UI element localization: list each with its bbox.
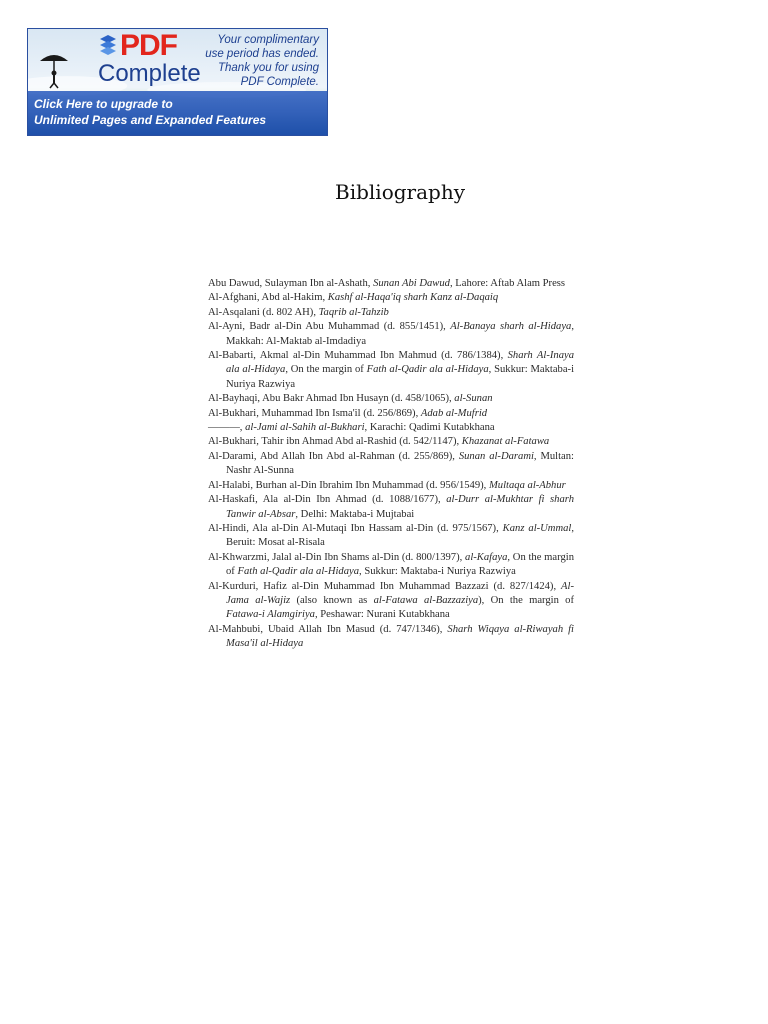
bibliography-entry xyxy=(208,522,574,551)
entry-text: , Karachi: Qadimi Kutabkhana xyxy=(364,422,495,434)
bibliography-entry xyxy=(208,450,574,479)
entry-title-text: al-Sunan xyxy=(454,393,493,405)
entry-title-text: Multaqa al-Abhur xyxy=(488,479,566,491)
entry-text: , On the margin of xyxy=(226,551,574,578)
entry-title-text: Kashf al-Haqa'iq sharh Kanz al-Daqaiq xyxy=(327,292,499,304)
entry-text: , On the margin of xyxy=(285,364,367,376)
entry-text: , Sukkur: Maktaba-i Nuriya Razwiya xyxy=(226,364,575,390)
bibliography-entry xyxy=(208,580,574,623)
entry-text: , Delhi: Maktaba-i Mujtabai xyxy=(295,508,415,520)
bibliography-entry xyxy=(208,277,574,291)
entry-title-text: Al-Banaya sharh al-Hidaya xyxy=(450,321,572,333)
entry-text: , Multan: Nashr Al-Sunna xyxy=(226,450,574,477)
entry-title-text: Al-Jama al-Wajiz xyxy=(226,580,574,606)
entry-title-text: Taqrib al-Tahzib xyxy=(318,306,389,318)
entry-title-text: al-Kafaya xyxy=(465,551,508,563)
page-title: Bibliography xyxy=(335,180,465,204)
trial-message-line: Your complimentary xyxy=(217,34,319,46)
bibliography-list xyxy=(208,277,574,652)
bibliography-entry xyxy=(208,349,574,392)
entry-text: Al-Haskafi, Ala al-Din Ibn Ahmad (d. 1088/1677), xyxy=(208,494,447,506)
upgrade-link-line[interactable]: Unlimited Pages and Expanded Features xyxy=(34,113,267,127)
upgrade-banner[interactable] xyxy=(27,28,328,136)
entry-text: Al-Ayni, Badr al-Din Abu Muhammad (d. 855/1451), xyxy=(208,321,451,333)
pdf-logo-text: PDF xyxy=(120,29,177,62)
entry-title-text: Fatawa-i Alamgiriya xyxy=(226,609,315,621)
entry-title-text: Sunan al-Darami xyxy=(458,450,534,462)
entry-text: Al-Asqalani (d. 802 AH), xyxy=(208,306,319,318)
bibliography-entry xyxy=(208,291,574,305)
bibliography-entry xyxy=(208,479,574,493)
entry-title-text: al-Durr al-Mukhtar fi sharh Tanwir al-Absar xyxy=(226,494,574,520)
bibliography-entry xyxy=(208,493,574,522)
entry-text: Al-Bukhari, Tahir ibn Ahmad Abd al-Rashid (d. 542/1147), xyxy=(208,436,462,448)
entry-text: (also known as xyxy=(290,594,374,606)
entry-text: Al-Bukhari, Muhammad Ibn Isma'il (d. 256/869), xyxy=(208,407,421,419)
trial-message-line: use period has ended. xyxy=(205,48,319,60)
entry-title-text: Khazanat al-Fatawa xyxy=(461,436,550,448)
bibliography-entry xyxy=(208,551,574,580)
upgrade-link-line[interactable]: Click Here to upgrade to xyxy=(34,97,173,111)
bibliography-entry xyxy=(208,435,574,449)
entry-title-text: Kanz al-Ummal xyxy=(502,522,572,534)
bibliography-entry xyxy=(208,306,574,320)
entry-title-text: Sharh Wiqaya al-Riwayah fi Masa'il al-Hidaya xyxy=(226,623,574,650)
entry-title-text: al-Fatawa al-Bazzaziya xyxy=(373,594,479,606)
complete-logo-text: Complete xyxy=(98,60,201,87)
entry-text: Al-Darami, Abd Allah Ibn Abd al-Rahman (d. 255/869), xyxy=(208,450,459,462)
entry-text: Al-Kurduri, Hafiz al-Din Muhammad Ibn Muhammad Bazzazi (d. 827/1424), xyxy=(208,580,562,592)
entry-text: , Peshawar: Nurani Kutabkhana xyxy=(314,609,450,621)
entry-title-text: Fath al-Qadir ala al-Hidaya xyxy=(237,566,360,578)
entry-text: , Sukkur: Maktaba-i Nuriya Razwiya xyxy=(359,566,516,578)
entry-text: Al-Khwarzmi, Jalal al-Din Ibn Shams al-Din (d. 800/1397), xyxy=(208,551,466,563)
trial-message-line: PDF Complete. xyxy=(240,76,319,88)
bibliography-entry xyxy=(208,623,574,652)
entry-text: Al-Afghani, Abd al-Hakim, xyxy=(208,292,328,304)
entry-text: Abu Dawud, Sulayman Ibn al-Ashath, xyxy=(208,278,374,289)
bibliography-entry xyxy=(208,407,574,421)
entry-text: Al-Halabi, Burhan al-Din Ibrahim Ibn Muhammad (d. 956/1549), xyxy=(208,479,489,491)
entry-title-text: al-Jami al-Sahih al-Bukhari xyxy=(245,422,365,434)
entry-text: Al-Bayhaqi, Abu Bakr Ahmad Ibn Husayn (d. 458/1065), xyxy=(208,393,455,405)
entry-text: ———, xyxy=(208,422,246,434)
umbrella-figure-icon xyxy=(34,49,74,89)
upgrade-link[interactable] xyxy=(28,91,327,135)
entry-text: , Makkah: Al-Maktab al-Imdadiya xyxy=(226,321,574,347)
entry-title-text: Sharh Al-Inaya ala al-Hidaya xyxy=(226,350,574,376)
entry-text: Al-Hindi, Ala al-Din Al-Mutaqi Ibn Hassam al-Din (d. 975/1567), xyxy=(208,522,503,534)
bibliography-entry xyxy=(208,421,574,435)
entry-text: , Lahore: Aftab Alam Press xyxy=(449,278,566,289)
entry-title-text: Fath al-Qadir ala al-Hidaya xyxy=(366,364,489,376)
bibliography-entry xyxy=(208,320,574,349)
trial-message-line: Thank you for using xyxy=(217,62,319,74)
entry-text: , Beruit: Mosat al-Risala xyxy=(226,522,575,549)
entry-title-text: Adab al-Mufrid xyxy=(420,407,488,419)
entry-title-text: Sunan Abi Dawud xyxy=(373,278,450,289)
layers-stack-icon xyxy=(98,33,118,57)
entry-text: Al-Babarti, Akmal al-Din Muhammad Ibn Mahmud (d. 786/1384), xyxy=(208,350,508,362)
trial-message xyxy=(169,33,319,89)
entry-text: Al-Mahbubi, Ubaid Allah Ibn Masud (d. 747/1346), xyxy=(208,623,448,635)
bibliography-entry xyxy=(208,392,574,406)
entry-text: ), On the margin of xyxy=(478,594,574,606)
